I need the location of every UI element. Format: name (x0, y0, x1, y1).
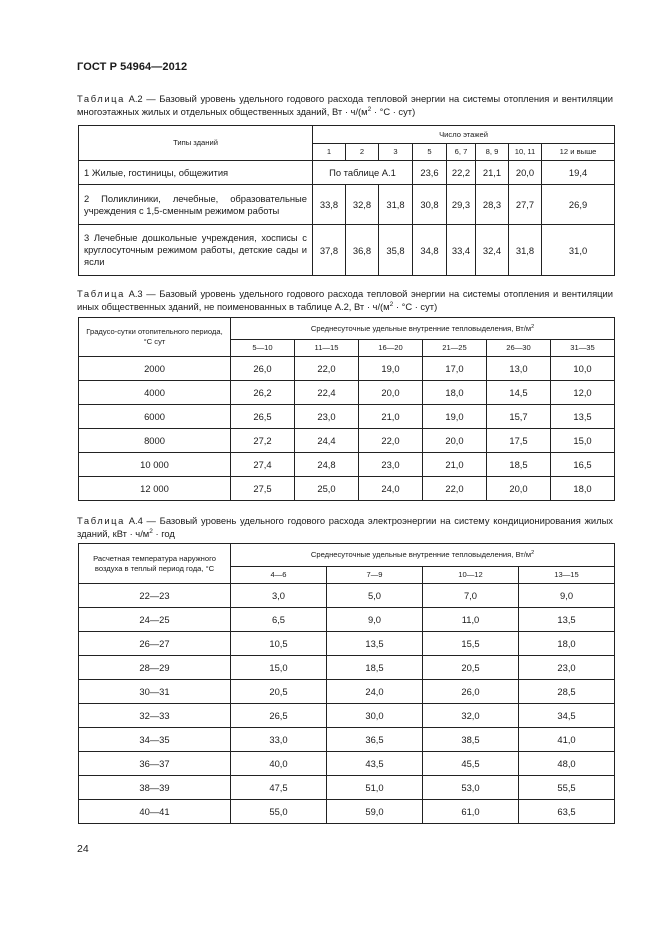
row-label: 34—35 (79, 728, 231, 752)
cell-value: 33,4 (447, 225, 476, 276)
table-row (79, 656, 615, 680)
cell-value: 22,0 (359, 429, 423, 453)
cell-value: 21,1 (476, 161, 509, 185)
table-a3-body (79, 357, 615, 501)
cell-value: 15,7 (487, 405, 551, 429)
header-heat-gains (231, 544, 615, 567)
table-row (79, 776, 615, 800)
table-row (79, 225, 615, 276)
caption-sup: 2 (389, 301, 394, 308)
row-label: 6000 (79, 405, 231, 429)
row-label: 28—29 (79, 656, 231, 680)
caption-tail: · год (152, 528, 175, 539)
table-a3-caption (77, 287, 613, 313)
cell-value: 16,5 (551, 453, 615, 477)
cell-value: 32,8 (346, 185, 379, 225)
row-label: 4000 (79, 381, 231, 405)
cell-value: 43,5 (327, 752, 423, 776)
cell-value: 19,4 (542, 161, 615, 185)
page-number: 24 (77, 843, 89, 855)
cell-value: 18,0 (551, 477, 615, 501)
cell-value: 22,4 (295, 381, 359, 405)
floor-col-5: 5 (413, 144, 447, 161)
table-row (79, 800, 615, 824)
header-heat-gains-sup: 2 (531, 550, 535, 556)
row-name: 2 Поликлиники, лечебные, образовательные учреждения с 1,5-сменным режимом работы (79, 185, 313, 225)
row-label: 10 000 (79, 453, 231, 477)
header-heat-gains (231, 318, 615, 340)
table-row (79, 429, 615, 453)
cell-value: 18,5 (487, 453, 551, 477)
floor-col-12-plus: 12 и выше (542, 144, 615, 161)
cell-value: 33,8 (313, 185, 346, 225)
floor-col-10-11: 10, 11 (509, 144, 542, 161)
cell-value: 31,8 (379, 185, 413, 225)
floor-col-2: 2 (346, 144, 379, 161)
cell-value: 32,0 (423, 704, 519, 728)
cell-value: 30,8 (413, 185, 447, 225)
cell-value: 14,5 (487, 381, 551, 405)
cell-value: 61,0 (423, 800, 519, 824)
cell-value: 18,0 (423, 381, 487, 405)
cell-value: 33,0 (231, 728, 327, 752)
cell-value: 27,7 (509, 185, 542, 225)
cell-value: 47,5 (231, 776, 327, 800)
table-row (79, 728, 615, 752)
cell-value: 30,0 (327, 704, 423, 728)
range-col: 16—20 (359, 340, 423, 357)
cell-value: 34,8 (413, 225, 447, 276)
table-row (79, 632, 615, 656)
row-label: 38—39 (79, 776, 231, 800)
cell-value: 12,0 (551, 381, 615, 405)
cell-value: 19,0 (423, 405, 487, 429)
cell-value: 48,0 (519, 752, 615, 776)
cell-value: 26,0 (423, 680, 519, 704)
cell-value: 40,0 (231, 752, 327, 776)
cell-value: 26,5 (231, 405, 295, 429)
header-heat-gains-text: Среднесуточные удельные внутренние тепловыделения, Вт/м (310, 323, 532, 333)
table-row (79, 704, 615, 728)
row-label: 8000 (79, 429, 231, 453)
range-col: 5—10 (231, 340, 295, 357)
table-row (79, 161, 615, 185)
header-degree-days: Градусо-сутки отопительного периода, °С сут (79, 318, 231, 357)
range-col: 7—9 (327, 567, 423, 584)
cell-value: 25,0 (295, 477, 359, 501)
cell-value: 28,3 (476, 185, 509, 225)
cell-value: 23,0 (295, 405, 359, 429)
caption-label: Таблица (77, 515, 125, 526)
cell-value: 20,0 (359, 381, 423, 405)
table-row (79, 608, 615, 632)
cell-value: 34,5 (519, 704, 615, 728)
cell-value: 13,5 (327, 632, 423, 656)
cell-value: 28,5 (519, 680, 615, 704)
row-label: 30—31 (79, 680, 231, 704)
cell-value: 55,0 (231, 800, 327, 824)
cell-value: 21,0 (423, 453, 487, 477)
document-header: ГОСТ Р 54964—2012 (77, 61, 188, 73)
table-row (79, 381, 615, 405)
row-label: 32—33 (79, 704, 231, 728)
cell-value: 59,0 (327, 800, 423, 824)
range-col: 10—12 (423, 567, 519, 584)
cell-value: 22,0 (423, 477, 487, 501)
cell-value: 27,2 (231, 429, 295, 453)
cell-value: 15,5 (423, 632, 519, 656)
row-label: 22—23 (79, 584, 231, 608)
cell-value: 24,0 (359, 477, 423, 501)
caption-sup: 2 (367, 106, 372, 113)
table-row (79, 680, 615, 704)
range-col: 26—30 (487, 340, 551, 357)
cell-value: 20,0 (487, 477, 551, 501)
cell-value: 38,5 (423, 728, 519, 752)
caption-text: — Базовый уровень удельного годового расхода электроэнергии на систему кондиционирования жилых зданий, кВт · ч/м (77, 515, 613, 539)
table-a2-caption (77, 92, 613, 118)
cell-value: 21,0 (359, 405, 423, 429)
table-row (79, 453, 615, 477)
range-col: 21—25 (423, 340, 487, 357)
cell-value: 31,8 (509, 225, 542, 276)
floor-col-1: 1 (313, 144, 346, 161)
floor-col-3: 3 (379, 144, 413, 161)
table-row (79, 752, 615, 776)
row-reference: По таблице А.1 (313, 161, 413, 185)
cell-value: 63,5 (519, 800, 615, 824)
table-row (79, 584, 615, 608)
cell-value: 17,0 (423, 357, 487, 381)
table-row (79, 477, 615, 501)
cell-value: 51,0 (327, 776, 423, 800)
table-a4-body (79, 584, 615, 824)
cell-value: 15,0 (231, 656, 327, 680)
cell-value: 26,9 (542, 185, 615, 225)
cell-value: 6,5 (231, 608, 327, 632)
floor-col-8-9: 8, 9 (476, 144, 509, 161)
cell-value: 20,0 (509, 161, 542, 185)
header-heat-gains-text: Среднесуточные удельные внутренние тепловыделения, Вт/м (310, 550, 532, 559)
table-a3 (78, 317, 615, 501)
cell-value: 24,4 (295, 429, 359, 453)
cell-value: 36,8 (346, 225, 379, 276)
cell-value: 3,0 (231, 584, 327, 608)
floor-col-6-7: 6, 7 (447, 144, 476, 161)
caption-text: — Базовый уровень удельного годового расхода тепловой энергии на системы отопления и вентиляции иных общественных зданий, не поименованных в таблице А.2, Вт · ч/(м (77, 288, 613, 312)
caption-text: — Базовый уровень удельного годового расхода тепловой энергии на системы отопления и вентиляции многоэтажных жилых и отдельных общественных зданий, Вт · ч/(м (77, 93, 613, 117)
cell-value: 20,5 (423, 656, 519, 680)
cell-value: 55,5 (519, 776, 615, 800)
cell-value: 27,4 (231, 453, 295, 477)
cell-value: 26,0 (231, 357, 295, 381)
cell-value: 13,5 (519, 608, 615, 632)
table-a4 (78, 543, 615, 824)
range-col: 4—6 (231, 567, 327, 584)
cell-value: 19,0 (359, 357, 423, 381)
cell-value: 24,8 (295, 453, 359, 477)
cell-value: 10,5 (231, 632, 327, 656)
row-label: 26—27 (79, 632, 231, 656)
cell-value: 23,0 (519, 656, 615, 680)
caption-number: А.3 (128, 288, 143, 299)
cell-value: 31,0 (542, 225, 615, 276)
cell-value: 22,2 (447, 161, 476, 185)
cell-value: 29,3 (447, 185, 476, 225)
row-label: 24—25 (79, 608, 231, 632)
cell-value: 36,5 (327, 728, 423, 752)
cell-value: 37,8 (313, 225, 346, 276)
cell-value: 13,0 (487, 357, 551, 381)
range-col: 11—15 (295, 340, 359, 357)
cell-value: 9,0 (519, 584, 615, 608)
cell-value: 26,2 (231, 381, 295, 405)
cell-value: 26,5 (231, 704, 327, 728)
cell-value: 32,4 (476, 225, 509, 276)
cell-value: 20,5 (231, 680, 327, 704)
caption-label: Таблица (77, 93, 125, 104)
header-outdoor-temp: Расчетная температура наружного воздуха в теплый период года, °С (79, 544, 231, 584)
table-a2 (78, 125, 615, 276)
caption-number: А.2 (128, 93, 143, 104)
header-building-types: Типы зданий (79, 126, 313, 161)
cell-value: 45,5 (423, 752, 519, 776)
row-label: 36—37 (79, 752, 231, 776)
table-row (79, 357, 615, 381)
cell-value: 13,5 (551, 405, 615, 429)
cell-value: 22,0 (295, 357, 359, 381)
range-col: 31—35 (551, 340, 615, 357)
table-row (79, 405, 615, 429)
cell-value: 5,0 (327, 584, 423, 608)
cell-value: 18,5 (327, 656, 423, 680)
caption-sup: 2 (149, 528, 153, 535)
row-label: 2000 (79, 357, 231, 381)
cell-value: 35,8 (379, 225, 413, 276)
cell-value: 20,0 (423, 429, 487, 453)
header-floor-count: Число этажей (313, 126, 615, 144)
cell-value: 15,0 (551, 429, 615, 453)
caption-tail: · °С · сут) (371, 106, 416, 117)
cell-value: 24,0 (327, 680, 423, 704)
cell-value: 23,6 (413, 161, 447, 185)
caption-tail: · °С · сут) (393, 301, 438, 312)
cell-value: 11,0 (423, 608, 519, 632)
cell-value: 18,0 (519, 632, 615, 656)
row-label: 40—41 (79, 800, 231, 824)
range-col: 13—15 (519, 567, 615, 584)
cell-value: 27,5 (231, 477, 295, 501)
table-row (79, 185, 615, 225)
cell-value: 53,0 (423, 776, 519, 800)
cell-value: 7,0 (423, 584, 519, 608)
row-label: 12 000 (79, 477, 231, 501)
cell-value: 23,0 (359, 453, 423, 477)
header-heat-gains-sup: 2 (531, 323, 535, 330)
caption-label: Таблица (77, 288, 125, 299)
cell-value: 41,0 (519, 728, 615, 752)
cell-value: 17,5 (487, 429, 551, 453)
table-a4-caption (77, 514, 613, 540)
cell-value: 9,0 (327, 608, 423, 632)
row-name: 3 Лечебные дошкольные учреждения, хосписы с круглосуточным режимом работы, детские сады и ясли (79, 225, 313, 276)
cell-value: 10,0 (551, 357, 615, 381)
caption-number: А.4 (128, 515, 143, 526)
row-name: 1 Жилые, гостиницы, общежития (79, 161, 313, 185)
